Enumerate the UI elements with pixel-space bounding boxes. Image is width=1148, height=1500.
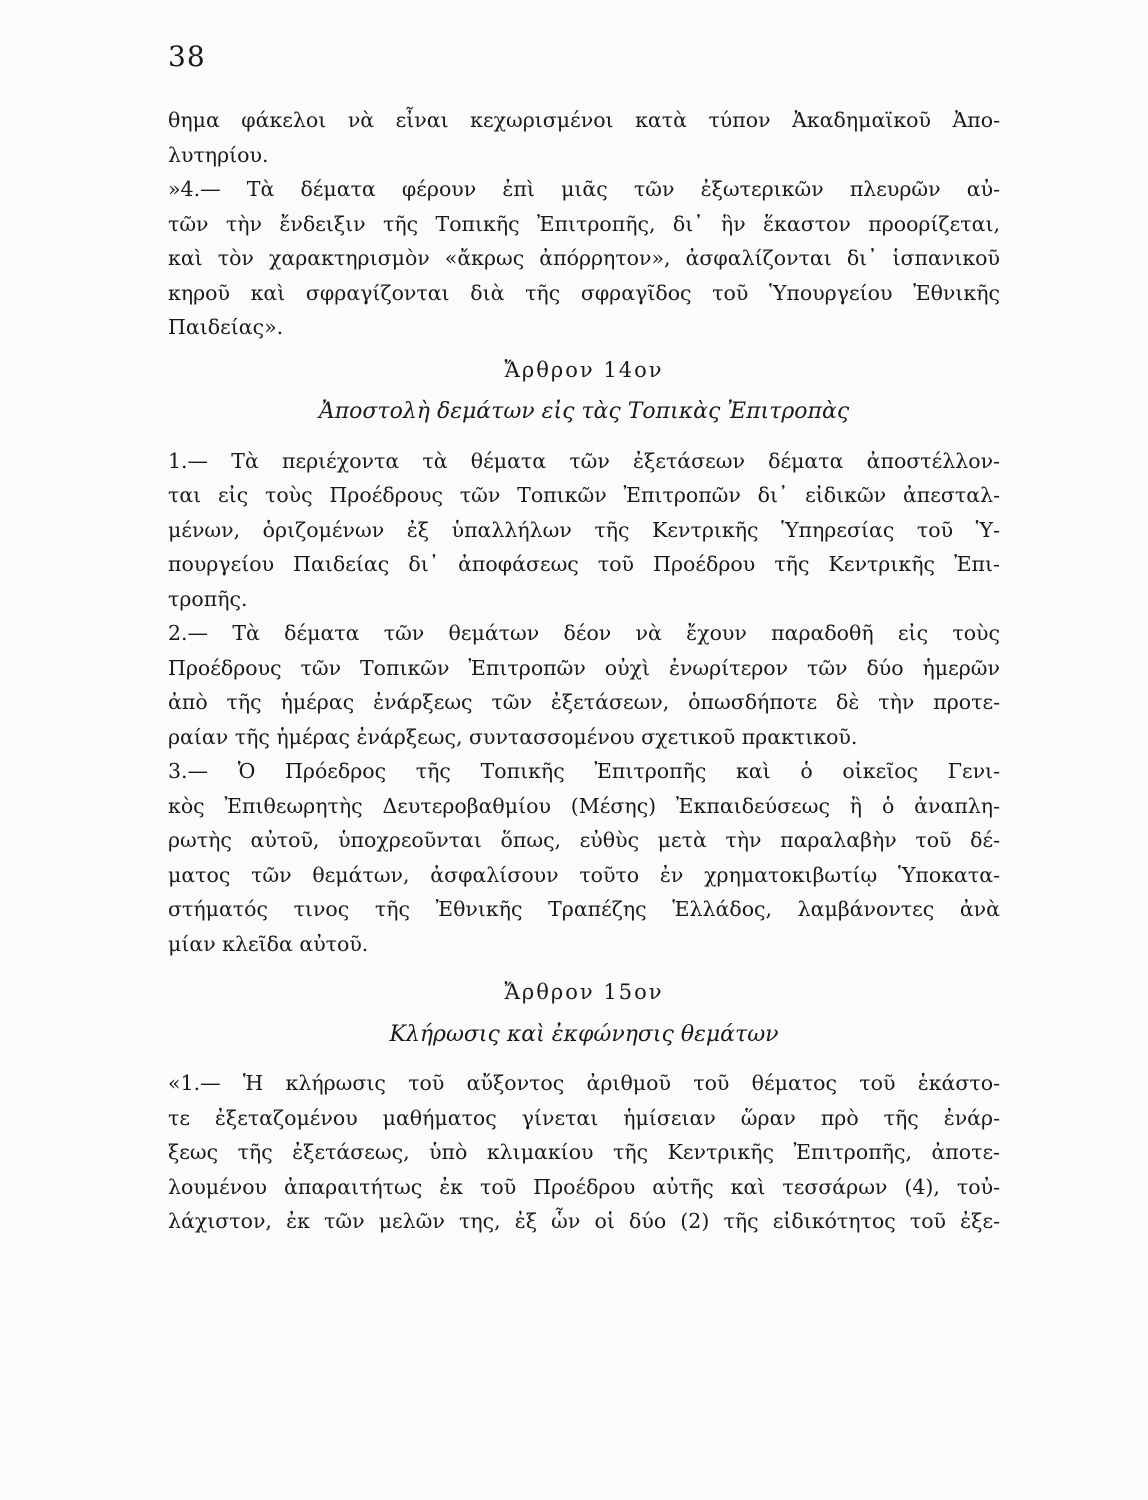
article-15-subtitle: Κλήρωσις καὶ ἐκφώνησις θεμάτων [389, 1021, 779, 1047]
text-line: ξεως τῆς ἐξετάσεως, ὑπὸ κλιμακίου τῆς Κεντρικῆς Ἐπιτροπῆς, ἀποτε- [168, 1140, 1000, 1164]
text-line: τε ἐξεταζομένου μαθήματος γίνεται ἡμίσειαν ὥραν πρὸ τῆς ἐνάρ- [168, 1105, 1000, 1130]
text-line: τροπῆς. [168, 586, 248, 611]
text-line: ἀπὸ τῆς ἡμέρας ἐνάρξεως τῶν ἐξετάσεων, ὁπωσδήποτε δὲ τὴν προτε- [168, 690, 1000, 714]
text-line: λουμένου ἀπαραιτήτως ἐκ τοῦ Προέδρου αὐτῆς καὶ τεσσάρων (4), τοὐ- [168, 1174, 1000, 1199]
text-line: πουργείου Παιδείας δι᾽ ἀποφάσεως τοῦ Προέδρου τῆς Κεντρικῆς Ἐπι- [168, 552, 1000, 576]
page-number: 38 [168, 40, 206, 73]
text-line: Προέδρους τῶν Τοπικῶν Ἐπιτροπῶν οὐχὶ ἐνωρίτερον τῶν δύο ἡμερῶν [168, 655, 1000, 680]
text-line: 2.— Τὰ δέματα τῶν θεμάτων δέον νὰ ἔχουν παραδοθῆ εἰς τοὺς [168, 621, 1000, 645]
text-line: ματος τῶν θεμάτων, ἀσφαλίσουν τοῦτο ἐν χρηματοκιβωτίῳ Ὑποκατα- [168, 862, 1000, 887]
article-14-subtitle: Ἀποστολὴ δεμάτων εἰς τὰς Τοπικὰς Ἐπιτροπὰς [318, 399, 850, 424]
text-line: κηροῦ καὶ σφραγίζονται διὰ τῆς σφραγῖδος τοῦ Ὑπουργείου Ἐθνικῆς [168, 280, 1000, 305]
text-line: »4.— Τὰ δέματα φέρουν ἐπὶ μιᾶς τῶν ἐξωτερικῶν πλευρῶν αὐ- [168, 177, 1000, 201]
text-line: τῶν τὴν ἔνδειξιν τῆς Τοπικῆς Ἐπιτροπῆς, δι᾽ ἣν ἕκαστον προορίζεται, [168, 211, 1000, 236]
text-line: ρωτὴς αὐτοῦ, ὑποχρεοῦνται ὅπως, εὐθὺς μετὰ τὴν παραλαβὴν τοῦ δέ- [168, 828, 1000, 852]
text-line: μίαν κλεῖδα αὐτοῦ. [168, 931, 369, 956]
text-line: θημα φάκελοι νὰ εἶναι κεχωρισμένοι κατὰ τύπον Ἀκαδημαϊκοῦ Ἀπο- [168, 108, 1000, 132]
text-line: 3.— Ὁ Πρόεδρος τῆς Τοπικῆς Ἐπιτροπῆς καὶ ὁ οἰκεῖος Γενι- [168, 759, 1000, 783]
text-line: κὸς Ἐπιθεωρητὴς Δευτεροβαθμίου (Μέσης) Ἐκπαιδεύσεως ἢ ὁ ἀναπλη- [168, 793, 1000, 818]
text-line: στήματός τινος τῆς Ἐθνικῆς Τραπέζης Ἑλλάδος, λαμβάνοντες ἀνὰ [168, 897, 1000, 921]
text-body [168, 103, 1000, 1239]
text-line: λυτηρίου. [168, 142, 269, 167]
article-15-heading: Ἄρθρον 15ον [504, 980, 664, 1004]
text-line: Παιδείας». [168, 315, 284, 339]
text-line: 1.— Τὰ περιέχοντα τὰ θέματα τῶν ἐξετάσεων δέματα ἀποστέλλον- [168, 448, 1000, 473]
article-14-heading: Ἄρθρον 14ον [504, 357, 664, 382]
text-line: μένων, ὁριζομένων ἐξ ὑπαλλήλων τῆς Κεντρικῆς Ὑπηρεσίας τοῦ Ὑ- [168, 517, 1000, 542]
text-line: λάχιστον, ἐκ τῶν μελῶν της, ἐξ ὧν οἱ δύο (2) τῆς εἰδικότητος τοῦ ἐξε- [168, 1209, 1000, 1233]
text-line: καὶ τὸν χαρακτηρισμὸν «ἄκρως ἀπόρρητον», ἀσφαλίζονται δι᾽ ἱσπανικοῦ [168, 246, 1000, 270]
text-line: «1.— Ἡ κλήρωσις τοῦ αὔξοντος ἀριθμοῦ τοῦ θέματος τοῦ ἑκάστο- [168, 1071, 1000, 1095]
text-line: ται εἰς τοὺς Προέδρους τῶν Τοπικῶν Ἐπιτροπῶν δι᾽ εἰδικῶν ἀπεσταλ- [168, 483, 1000, 507]
text-line: ραίαν τῆς ἡμέρας ἐνάρξεως, συντασσομένου σχετικοῦ πρακτικοῦ. [168, 724, 858, 749]
